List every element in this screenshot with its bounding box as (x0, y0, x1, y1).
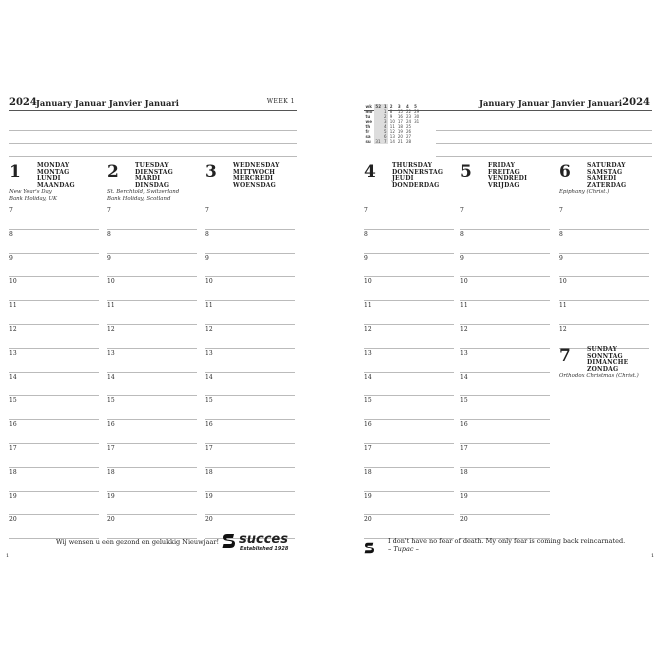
day-number: 6 (559, 162, 571, 182)
hour-slots (559, 206, 649, 349)
mini-calendar-cell: 12 (389, 129, 395, 134)
succes-s-logo-icon (222, 533, 236, 549)
hour-label: 11 (460, 302, 468, 310)
hour-slot[interactable] (9, 492, 99, 516)
hour-slot[interactable] (559, 230, 649, 254)
hour-label: 20 (205, 516, 213, 524)
hour-slot[interactable] (107, 373, 197, 397)
hour-label: 17 (205, 444, 213, 452)
day-names (587, 347, 628, 373)
day-header (559, 346, 649, 380)
mini-calendar-cell: 17 (397, 119, 403, 124)
hour-label: 9 (9, 254, 13, 262)
hour-label: 10 (205, 278, 213, 286)
hour-slot[interactable] (364, 515, 454, 539)
hour-slot[interactable] (460, 396, 550, 420)
hour-slot[interactable] (460, 515, 550, 539)
day-column (9, 162, 99, 524)
day-header (205, 162, 295, 196)
hour-label: 16 (107, 421, 115, 429)
day-number: 7 (559, 346, 571, 366)
hour-slot[interactable] (9, 468, 99, 492)
day-number: 2 (107, 162, 119, 182)
mini-calendar-cell: 26 (405, 129, 412, 134)
hour-slot[interactable] (205, 277, 295, 301)
hour-slot[interactable] (205, 492, 295, 516)
day-name: MONTAG (37, 168, 70, 176)
hour-label: 10 (460, 278, 468, 286)
hour-slot[interactable] (9, 420, 99, 444)
holiday-text (559, 189, 609, 196)
day-name: ZATERDAG (587, 181, 627, 189)
hour-slot[interactable] (364, 206, 454, 230)
hour-slot[interactable] (364, 468, 454, 492)
hour-slot[interactable] (364, 492, 454, 516)
day-names (233, 163, 280, 189)
hour-label: 19 (364, 492, 372, 500)
succes-s-logo-icon (364, 542, 375, 554)
hour-label: 13 (107, 349, 115, 357)
mini-calendar-cell: 4 (405, 104, 409, 109)
day-name: SUNDAY (587, 346, 618, 353)
hour-label: 19 (205, 492, 213, 500)
hour-label: 8 (364, 230, 368, 238)
month-names: January Januar Janvier Januari (479, 98, 622, 108)
hour-label: 14 (205, 373, 213, 381)
mini-calendar-cell: 23 (405, 114, 412, 119)
mini-calendar-cell: mo (365, 109, 373, 114)
hour-label: 14 (460, 373, 468, 381)
mini-calendar-cell: 1 (384, 109, 387, 114)
mini-calendar-cell: 8 (389, 109, 393, 114)
hour-slot[interactable] (460, 444, 550, 468)
mini-calendar-cell: 13 (389, 134, 395, 139)
hour-slot[interactable] (205, 373, 295, 397)
mini-calendar-cell: 18 (397, 124, 403, 129)
hour-label: 10 (9, 278, 17, 286)
day-header (9, 162, 99, 202)
succes-logo (222, 532, 289, 553)
day-header (107, 162, 197, 202)
hour-slots (107, 206, 197, 539)
hour-label: 8 (205, 230, 209, 238)
day-name: WEDNESDAY (233, 162, 280, 169)
day-names (392, 163, 443, 189)
hour-label: 19 (460, 492, 468, 500)
mini-calendar-cell: 15 (397, 109, 403, 114)
hour-label: 15 (460, 397, 468, 405)
hour-slot[interactable] (364, 396, 454, 420)
hour-slot[interactable] (107, 444, 197, 468)
hour-slot[interactable] (460, 206, 550, 230)
hour-label: 12 (9, 325, 17, 333)
page-number-left: 1 (6, 553, 10, 559)
hour-label: 16 (364, 421, 372, 429)
hour-label: 7 (559, 207, 563, 214)
day-name: DONDERDAG (392, 181, 440, 189)
left-page (9, 96, 297, 566)
hour-label: 15 (9, 397, 17, 405)
hour-slot[interactable] (364, 420, 454, 444)
mini-calendar-cell (413, 139, 421, 144)
hour-label: 17 (364, 444, 372, 452)
page-number-right: 1 (651, 553, 655, 559)
hour-label: 7 (205, 207, 209, 214)
day-header (559, 162, 649, 196)
hour-slot[interactable] (364, 373, 454, 397)
day-name: MAANDAG (37, 181, 75, 189)
hour-slot[interactable] (364, 444, 454, 468)
day-column (559, 346, 649, 380)
hour-slot[interactable] (364, 301, 454, 325)
mini-calendar-cell: 11 (389, 124, 395, 129)
day-name: THURSDAY (392, 162, 433, 169)
hour-slot[interactable] (9, 396, 99, 420)
day-number: 4 (364, 162, 376, 182)
hour-slot[interactable] (107, 206, 197, 230)
hour-slot[interactable] (205, 301, 295, 325)
hour-slot[interactable] (107, 492, 197, 516)
hour-label: 19 (107, 492, 115, 500)
hour-slots (364, 206, 454, 539)
hour-label: 14 (364, 373, 372, 381)
mini-calendar-cell: we (365, 119, 372, 124)
day-name: ZONDAG (587, 365, 619, 373)
day-name: LUNDI (37, 175, 61, 183)
mini-calendar-cell: 21 (397, 139, 403, 144)
hour-label: 8 (559, 230, 563, 238)
hour-label: 8 (460, 230, 464, 238)
hour-slot[interactable] (205, 230, 295, 254)
mini-calendar-cell: 9 (389, 114, 393, 119)
mini-calendar-cell: 5 (384, 129, 387, 134)
mini-calendar-cell: 4 (384, 124, 387, 129)
mini-calendar-cell: sa (365, 134, 371, 139)
hour-slot[interactable] (460, 349, 550, 373)
day-header (460, 162, 550, 196)
hour-label: 13 (364, 349, 372, 357)
left-header (9, 96, 297, 111)
day-number: 5 (460, 162, 472, 182)
mini-calendar-cell: 16 (397, 114, 403, 119)
mini-calendar-cell: 2 (384, 114, 387, 119)
hour-label: 18 (205, 468, 213, 476)
hour-slot[interactable] (460, 373, 550, 397)
day-name: FREITAG (488, 168, 520, 176)
day-number: 3 (205, 162, 217, 182)
mini-calendar-cell: th (365, 124, 371, 129)
hour-label: 20 (9, 516, 17, 524)
holiday-line: Epiphany (Christ.) (559, 189, 610, 195)
hour-label: 7 (364, 207, 368, 214)
hour-slot[interactable] (9, 325, 99, 349)
day-name: DIMANCHE (587, 359, 629, 367)
day-name: WOENSDAG (233, 181, 276, 189)
hour-slot[interactable] (460, 492, 550, 516)
holiday-line: Bank Holiday, Scotland (107, 195, 171, 202)
mini-calendar-cell: su (365, 139, 371, 144)
hour-slot[interactable] (364, 325, 454, 349)
hour-label: 10 (559, 278, 567, 286)
holiday-line: Bank Holiday, UK (9, 195, 58, 202)
hour-label: 17 (9, 444, 17, 452)
hour-slot[interactable] (107, 230, 197, 254)
hour-slot[interactable] (107, 325, 197, 349)
holiday-text (559, 373, 639, 380)
succes-logo-small (364, 539, 375, 558)
hour-label: 18 (460, 468, 468, 476)
notes-lines[interactable] (9, 118, 297, 157)
mini-calendar-row (364, 139, 421, 144)
day-header (364, 162, 454, 196)
mini-calendar-cell: 29 (414, 109, 420, 114)
hour-label: 10 (107, 278, 115, 286)
day-names (587, 163, 626, 189)
hour-label: 10 (364, 278, 372, 286)
hour-slot[interactable] (205, 325, 295, 349)
hour-label: 9 (559, 254, 563, 262)
day-name: SATURDAY (587, 162, 626, 169)
day-name: DIENSTAG (135, 168, 173, 176)
day-name: DONNERSTAG (392, 168, 444, 176)
hour-slot[interactable] (107, 468, 197, 492)
quote-text: I don't have no fear of death. My only fear is coming back reincarnated. (388, 537, 626, 545)
day-name: TUESDAY (135, 162, 169, 169)
hour-slot[interactable] (107, 349, 197, 373)
hour-slot[interactable] (460, 230, 550, 254)
mini-calendar-cell: 30 (414, 114, 420, 119)
hour-label: 15 (364, 397, 372, 405)
hour-slot[interactable] (460, 254, 550, 278)
mini-calendar-cell: 22 (405, 109, 412, 114)
quote-block (388, 537, 628, 553)
hour-label: 9 (460, 254, 464, 262)
logo-wordmark: succes (239, 532, 288, 547)
day-names (135, 163, 173, 189)
hour-slot[interactable] (205, 468, 295, 492)
hour-slot[interactable] (460, 277, 550, 301)
quote-author: – Tupac – (388, 545, 419, 553)
hour-label: 12 (205, 325, 213, 333)
hour-label: 15 (107, 397, 115, 405)
hour-label: 14 (107, 373, 115, 381)
hour-slot[interactable] (559, 206, 649, 230)
holiday-line: Orthodox Christmas (Christ.) (559, 373, 639, 379)
day-name: MERCREDI (233, 175, 274, 183)
hour-slot[interactable] (9, 230, 99, 254)
hour-slot[interactable] (205, 396, 295, 420)
footer-message: Wij wensen u een gezond en gelukkig Nieuwjaar! (56, 538, 220, 546)
hour-label: 20 (460, 516, 468, 524)
day-name: SAMSTAG (587, 168, 623, 176)
hour-slot[interactable] (9, 515, 99, 539)
hour-slot[interactable] (205, 349, 295, 373)
hour-slot[interactable] (460, 301, 550, 325)
hour-label: 11 (559, 302, 567, 310)
hour-slots (205, 206, 295, 539)
hour-slot[interactable] (460, 420, 550, 444)
day-column (460, 162, 550, 524)
hour-slot[interactable] (205, 206, 295, 230)
mini-calendar-cell: 19 (397, 129, 403, 134)
notes-lines[interactable] (436, 118, 652, 157)
hour-slot[interactable] (107, 301, 197, 325)
mini-calendar-cell: 10 (389, 119, 395, 124)
hour-label: 19 (9, 492, 17, 500)
hour-label: 11 (205, 302, 213, 310)
mini-calendar-cell: 52 (375, 104, 381, 109)
hour-label: 9 (364, 254, 368, 262)
hour-label: 20 (364, 516, 372, 524)
mini-calendar-cell: 3 (397, 104, 401, 109)
hour-slots (460, 206, 550, 539)
hour-slot[interactable] (107, 277, 197, 301)
hour-label: 18 (364, 468, 372, 476)
mini-calendar-cell: 28 (405, 139, 412, 144)
hour-slot[interactable] (9, 301, 99, 325)
day-column (559, 162, 649, 333)
hour-slot[interactable] (364, 277, 454, 301)
hour-label: 9 (205, 254, 209, 262)
hour-slot[interactable] (364, 230, 454, 254)
hour-label: 12 (460, 325, 468, 333)
mini-calendar-cell: 1 (384, 104, 387, 109)
right-page (364, 96, 655, 566)
mini-calendar-cell: fr (365, 129, 370, 134)
hour-slot[interactable] (107, 396, 197, 420)
day-name: SONNTAG (587, 352, 623, 360)
mini-calendar-cell: 2 (389, 104, 393, 109)
day-name: VRIJDAG (488, 181, 520, 189)
hour-label: 7 (460, 207, 464, 214)
hour-label: 18 (9, 468, 17, 476)
hour-label: 12 (107, 325, 115, 333)
hour-slot[interactable] (9, 206, 99, 230)
mini-calendar-cell: tu (365, 114, 371, 119)
mini-calendar-cell: 24 (405, 119, 412, 124)
hour-slot[interactable] (205, 420, 295, 444)
hour-label: 17 (107, 444, 115, 452)
hour-slot[interactable] (460, 468, 550, 492)
holiday-text (107, 189, 179, 202)
day-number: 1 (9, 162, 21, 182)
hour-label: 18 (107, 468, 115, 476)
day-name: MITTWOCH (233, 168, 276, 176)
month-names: January Januar Janvier Januari (36, 98, 179, 108)
hour-label: 14 (9, 373, 17, 381)
hour-label: 9 (107, 254, 111, 262)
hour-label: 13 (460, 349, 468, 357)
day-name: SAMEDI (587, 175, 617, 183)
day-column (364, 162, 454, 524)
day-name: VENDREDI (488, 175, 528, 183)
hour-slot[interactable] (364, 349, 454, 373)
day-name: JEUDI (392, 175, 414, 183)
mini-calendar-cell: wk (365, 104, 372, 109)
day-name: MONDAY (37, 162, 70, 169)
hour-label: 20 (107, 516, 115, 524)
hour-slot[interactable] (9, 373, 99, 397)
hour-slot[interactable] (460, 325, 550, 349)
hour-slot[interactable] (107, 515, 197, 539)
hour-label: 8 (9, 230, 13, 238)
holiday-text (9, 189, 57, 202)
week-number: WEEK 1 (266, 98, 295, 105)
hour-slot[interactable] (205, 254, 295, 278)
day-names (37, 163, 75, 189)
hour-label: 12 (559, 325, 567, 333)
day-name: FRIDAY (488, 162, 516, 169)
day-names (488, 163, 527, 189)
hour-slots (9, 206, 99, 539)
day-column (205, 162, 295, 524)
hour-label: 16 (9, 421, 17, 429)
mini-calendar (364, 104, 421, 144)
year: 2024 (622, 97, 650, 108)
holiday-line: New Year's Day (9, 189, 52, 195)
logo-tagline: Established 1928 (240, 546, 289, 552)
day-name: MARDI (135, 175, 161, 183)
hour-label: 17 (460, 444, 468, 452)
hour-label: 13 (205, 349, 213, 357)
hour-slot[interactable] (559, 301, 649, 325)
hour-slot[interactable] (9, 349, 99, 373)
hour-slot[interactable] (107, 254, 197, 278)
mini-calendar-cell: 25 (405, 124, 412, 129)
hour-slot[interactable] (9, 254, 99, 278)
holiday-line: St. Berchtold, Switzerland (107, 189, 180, 195)
day-name: DINSDAG (135, 181, 170, 189)
hour-label: 11 (107, 302, 115, 310)
hour-label: 16 (205, 421, 213, 429)
mini-calendar-cell: 27 (405, 134, 412, 139)
hour-label: 7 (107, 207, 111, 214)
hour-slot[interactable] (559, 254, 649, 278)
hour-label: 15 (205, 397, 213, 405)
mini-calendar-cell: 3 (384, 119, 387, 124)
hour-slot[interactable] (9, 277, 99, 301)
hour-slot[interactable] (364, 254, 454, 278)
hour-slot[interactable] (205, 444, 295, 468)
mini-calendar-cell: 31 (375, 139, 381, 144)
mini-calendar-cell: 31 (414, 119, 420, 124)
mini-calendar-cell: 7 (384, 139, 387, 144)
hour-slot[interactable] (559, 277, 649, 301)
year: 2024 (9, 97, 37, 108)
mini-calendar-cell: 6 (384, 134, 387, 139)
mini-calendar-cell: 20 (397, 134, 403, 139)
hour-label: 12 (364, 325, 372, 333)
hour-label: 8 (107, 230, 111, 238)
hour-label: 7 (9, 207, 13, 214)
hour-label: 16 (460, 421, 468, 429)
mini-calendar-cell: 14 (389, 139, 395, 144)
hour-label: 11 (364, 302, 372, 310)
hour-slot[interactable] (107, 420, 197, 444)
mini-calendar-cell: 5 (414, 104, 417, 109)
hour-label: 11 (9, 302, 17, 310)
day-column (107, 162, 197, 524)
hour-slot[interactable] (9, 444, 99, 468)
hour-label: 13 (9, 349, 17, 357)
